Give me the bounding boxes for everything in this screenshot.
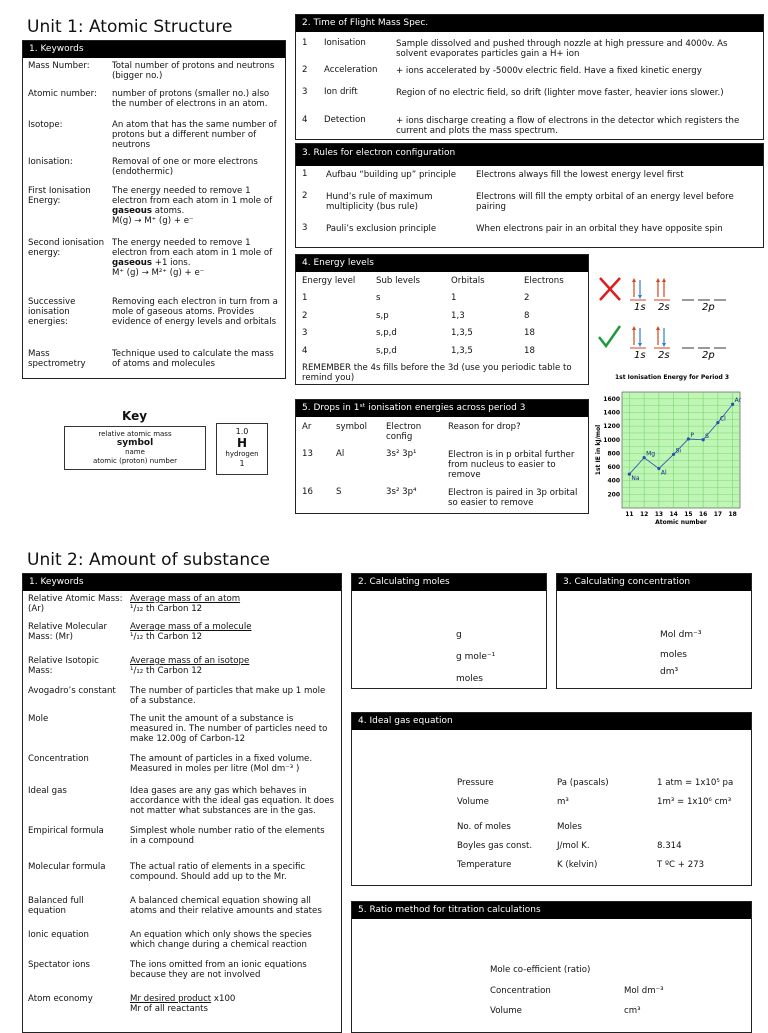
keyword-definition-text: Technique used to calculate the mass of atoms and molecules (112, 349, 274, 369)
keyword-definition (130, 994, 335, 1014)
concentration-header: 3. Calculating concentration (557, 574, 751, 591)
keyword-term: Ionisation: (28, 157, 73, 167)
ideal-gas-header: 4. Ideal gas equation (352, 713, 751, 730)
chart-point-label: Ar (734, 397, 742, 405)
moles-header: 2. Calculating moles (352, 574, 546, 591)
drops-col-header: Ar (302, 422, 312, 432)
tof-stage-number: 3 (302, 87, 308, 97)
chart-x-tick: 17 (713, 511, 723, 518)
conc-unit-moles: moles (660, 650, 687, 660)
ionisation-energy-chart (592, 370, 742, 526)
rule-number: 2 (302, 191, 308, 201)
chart-x-tick: 16 (698, 511, 708, 518)
keyword-definition (130, 754, 335, 774)
key-line-number: atomic (proton) number (92, 457, 178, 465)
moles-panel (351, 573, 547, 689)
keyword-definition-text: Removing each electron in turn from a mole of gaseous atoms. Provides evidence of energy levels and orbitals (112, 297, 278, 327)
tof-stage-name: Ionisation (324, 38, 366, 48)
tof-stage-number: 1 (302, 38, 308, 48)
energy-col-header: Energy level (302, 276, 356, 286)
rules-panel (295, 143, 764, 248)
energy-note: REMEMBER the 4s fills before the 3d (use you periodic table to remind you) (302, 363, 572, 383)
moles-unit-moles: moles (456, 674, 483, 684)
keyword-equation: M⁺ (g) → M²⁺ (g) + e⁻ (112, 268, 205, 278)
gas-cell: No. of moles (457, 822, 511, 832)
gas-cell: 1m³ = 1x10⁶ cm³ (657, 797, 732, 807)
tof-stage-number: 4 (302, 115, 308, 125)
key-title: Key (122, 409, 148, 423)
gas-cell: 8.314 (657, 841, 682, 851)
drops-reason: Electron is paired in 3p orbital so easier to remove (448, 488, 578, 508)
keyword-definition-text: The unit the amount of a substance is measured in. The number of particles need to make 12.00g of Carbon-12 (130, 714, 328, 744)
keyword-definition-bold: gaseous (112, 206, 153, 216)
chart-y-tick: 1600 (603, 395, 620, 403)
keyword-definition-text: The energy needed to remove 1 electron from each atom in 1 mole of (112, 238, 273, 258)
ratio-cell: Volume (490, 1006, 522, 1016)
keyword-definition-fraction: ¹/₁₂ th Carbon 12 (130, 604, 203, 614)
keyword-definition-text: Removal of one or more electrons (endothermic) (112, 157, 258, 177)
conc-unit-dm3: dm³ (660, 667, 679, 677)
rule-desc: Electrons always fill the lowest energy level first (476, 170, 684, 180)
gas-cell: K (kelvin) (557, 860, 598, 870)
drops-col-header: symbol (336, 422, 368, 432)
gas-cell: 1 atm = 1x10⁵ pa (657, 778, 734, 788)
energy-col-header: Electrons (524, 276, 564, 286)
gas-cell: Moles (557, 822, 582, 832)
gas-cell: J/mol K. (557, 841, 590, 851)
keyword-definition-underlined: Average mass of an isotope (130, 656, 250, 666)
keyword-term: Second ionisation energy: (28, 238, 105, 258)
keyword-definition-line (130, 622, 335, 632)
keyword-definition-text: Total number of protons and neutrons (bigger no.) (112, 61, 275, 81)
chart-x-tick: 12 (639, 511, 649, 518)
keyword-definition (130, 786, 335, 816)
keyword-definition-text-b: atoms. (154, 206, 185, 216)
tick-icon (599, 326, 620, 346)
tof-stage-desc: + ions accelerated by -5000v electric field. Have a fixed kinetic energy (396, 66, 702, 76)
keyword-definition-text: An atom that has the same number of protons but a different number of neutrons (112, 120, 277, 150)
keyword-definition (130, 714, 335, 744)
rule-number: 3 (302, 223, 308, 233)
ratio-cell: Mole co-efficient (ratio) (490, 965, 591, 975)
key-mass: 1.0 (235, 427, 249, 436)
chart-point-label: P (690, 431, 694, 439)
chart-point-label: Cl (719, 415, 726, 423)
keyword-definition (130, 622, 335, 642)
chart-point-label: Al (660, 469, 667, 477)
rule-name: Aufbau “building up” principle (326, 170, 457, 180)
keyword-definition (130, 826, 335, 846)
keyword-definition-text: The number of particles that make up 1 mole of a substance. (130, 686, 326, 706)
tof-stage-name: Ion drift (324, 87, 358, 97)
rule-desc: Electrons will fill the empty orbital of an energy level before pairing (476, 192, 734, 212)
key-legend (64, 426, 206, 470)
keyword-definition-text: The actual ratio of elements in a specific compound. Should add up to the Mr. (130, 862, 306, 882)
energy-cell: s,p,d (376, 328, 397, 338)
keyword-definition (130, 896, 335, 916)
energy-cell: 1 (451, 293, 457, 303)
keyword-definition-text: The amount of particles in a fixed volume. Measured in moles per litre (Mol dm⁻³ ) (130, 754, 313, 774)
keyword-definition-text: The energy needed to remove 1 electron from each atom in 1 mole of (112, 186, 273, 206)
chart-y-tick: 1000 (603, 436, 620, 444)
key-symbol: H (236, 436, 248, 450)
drops-col-header: Electron config (386, 422, 422, 442)
chart-x-tick: 13 (654, 511, 664, 518)
wrong-config-arrows (630, 278, 726, 300)
keyword-term: Relative Molecular Mass: (Mr) (28, 622, 108, 642)
orbital-label-1s-a: 1s (634, 302, 646, 313)
keyword-definition (112, 349, 282, 369)
unit1-title: Unit 1: Atomic Structure (27, 17, 233, 37)
rule-desc: When electrons pair in an orbital they have opposite spin (476, 224, 723, 234)
orbital-label-2s-a: 2s (658, 302, 670, 313)
tof-stage-desc: Sample dissolved and pushed through nozzle at high pressure and 4000v. As solvent evaporates particles gain a H+ ion (396, 39, 728, 59)
keyword-term: First Ionisation Energy: (28, 186, 91, 206)
keyword-definition-underlined: Average mass of an atom (130, 594, 241, 604)
keyword-term: Mole (28, 714, 49, 724)
keyword-term: Ideal gas (28, 786, 67, 796)
unit1-keywords-header: 1. Keywords (23, 41, 285, 58)
right-config-arrows (630, 326, 726, 348)
ratio-header: 5. Ratio method for titration calculations (352, 902, 751, 919)
chart-point-label: Na (631, 475, 640, 483)
keyword-definition-text-b: +1 ions. (154, 258, 191, 268)
keyword-definition (130, 656, 335, 676)
keyword-term: Empirical formula (28, 826, 104, 836)
gas-cell: Boyles gas const. (457, 841, 533, 851)
key-line-symbol: symbol (116, 438, 154, 448)
keyword-term: Mass spectrometry (28, 349, 86, 369)
rule-number: 1 (302, 169, 308, 179)
drops-col-header: Reason for drop? (448, 422, 521, 432)
keyword-definition (112, 89, 282, 109)
gas-cell: Temperature (457, 860, 512, 870)
keyword-term: Successive ionisation energies: (28, 297, 76, 327)
chart-point-label: Si (675, 447, 682, 455)
keyword-definition (130, 862, 335, 882)
keyword-definition (112, 297, 282, 327)
keyword-definition-text: number of protons (smaller no.) also the number of electrons in an atom. (112, 89, 270, 109)
key-name: hydrogen (225, 450, 259, 458)
concentration-panel (556, 573, 752, 689)
keyword-term: Isotope: (28, 120, 63, 130)
rules-header: 3. Rules for electron configuration (296, 144, 763, 166)
keyword-definition (130, 686, 335, 706)
keyword-definition (130, 960, 335, 980)
energy-cell: s,p,d (376, 346, 397, 356)
energy-cell: 18 (524, 328, 535, 338)
keyword-term: Molecular formula (28, 862, 106, 872)
chart-y-label: 1st IE in kJ/mol (595, 424, 602, 476)
key-number: 1 (239, 459, 245, 468)
drops-symbol: S (336, 487, 342, 497)
energy-cell: s,p (376, 311, 389, 321)
energy-cell: 2 (524, 293, 530, 303)
orbital-label-2p-b: 2p (702, 350, 715, 361)
gas-cell: T ºC + 273 (657, 860, 705, 870)
keyword-definition-line (130, 594, 335, 604)
keyword-definition-text: An equation which only shows the species which change during a chemical reaction (130, 930, 312, 950)
gas-cell: Pressure (457, 778, 494, 788)
energy-cell: 1,3,5 (451, 328, 473, 338)
conc-unit-moldm: Mol dm⁻³ (660, 630, 702, 640)
orbital-label-2s-b: 2s (658, 350, 670, 361)
chart-x-label: Atomic number (655, 519, 707, 526)
ratio-cell: cm³ (624, 1006, 641, 1016)
drops-header: 5. Drops in 1ˢᵗ ionisation energies across period 3 (296, 400, 588, 417)
keyword-definition-underlined: Mr desired product (130, 994, 212, 1004)
cross-icon (600, 278, 620, 300)
moles-unit-g: g (456, 630, 462, 640)
key-line-mass: relative atomic mass (98, 430, 172, 438)
chart-x-tick: 15 (684, 511, 693, 518)
tof-stage-name: Detection (324, 115, 366, 125)
keyword-definition (130, 930, 335, 950)
chart-y-tick: 400 (607, 477, 620, 485)
keyword-definition (112, 157, 282, 177)
tof-stage-desc: Region of no electric field, so drift (lighter move faster, heavier ions slower.) (396, 88, 724, 98)
energy-cell: 1,3,5 (451, 346, 473, 356)
chart-x-tick: 14 (669, 511, 678, 518)
keyword-definition-text: Simplest whole number ratio of the elements in a compound (130, 826, 325, 846)
key-hydrogen-tile (216, 423, 268, 475)
energy-cell: 18 (524, 346, 535, 356)
energy-col-header: Sub levels (376, 276, 421, 286)
orbital-label-1s-b: 1s (634, 350, 646, 361)
keyword-definition-fraction: ¹/₁₂ th Carbon 12 (130, 632, 203, 642)
energy-levels-header: 4. Energy levels (296, 255, 588, 272)
chart-point-label: S (705, 432, 709, 440)
keyword-definition (112, 120, 282, 150)
energy-cell: 1,3 (451, 311, 465, 321)
tof-stage-name: Acceleration (324, 65, 378, 75)
orbital-label-2p-a: 2p (702, 302, 715, 313)
keyword-definition-bold: gaseous (112, 258, 153, 268)
tof-stage-desc: + ions discharge creating a flow of electrons in the detector which registers the current and plots the mass spectrum. (396, 116, 740, 136)
tof-stage-number: 2 (302, 65, 308, 75)
drops-symbol: Al (336, 449, 345, 459)
unit2-keywords-panel (22, 573, 342, 1033)
unit2-title: Unit 2: Amount of substance (27, 550, 270, 570)
unit1-keywords-panel (22, 40, 286, 379)
keyword-definition-underlined: Average mass of a molecule (130, 622, 252, 632)
chart-point-label: Mg (646, 450, 656, 458)
moles-unit-gmol: g mole⁻¹ (456, 652, 496, 662)
chart-x-tick: 18 (728, 511, 737, 518)
energy-cell: 1 (302, 293, 308, 303)
ideal-gas-panel (351, 712, 752, 886)
keyword-term: Avogadro’s constant (28, 686, 116, 696)
keyword-definition (112, 186, 282, 226)
gas-cell: Pa (pascals) (557, 778, 609, 788)
drops-ar: 16 (302, 487, 313, 497)
chart-y-tick: 200 (607, 491, 620, 499)
keyword-definition-multiplier: x100 (211, 994, 236, 1004)
keyword-term: Concentration (28, 754, 89, 764)
keyword-definition-line (130, 656, 335, 666)
ratio-cell: Mol dm⁻³ (624, 986, 664, 996)
energy-col-header: Orbitals (451, 276, 485, 286)
energy-cell: s (376, 293, 381, 303)
keyword-term: Atom economy (28, 994, 93, 1004)
drops-panel (295, 399, 589, 514)
ratio-cell: Concentration (490, 986, 551, 996)
rule-name: Hund’s rule of maximum multiplicity (bus rule) (326, 192, 433, 212)
tof-panel (295, 14, 764, 140)
orbital-diagrams (592, 270, 742, 360)
keyword-term: Relative Isotopic Mass: (28, 656, 99, 676)
keyword-equation: M(g) → M⁺ (g) + e⁻ (112, 216, 194, 226)
chart-y-tick: 600 (607, 464, 620, 472)
drops-ar: 13 (302, 449, 313, 459)
chart-title: 1st Ionisation Energy for Period 3 (614, 374, 730, 381)
drops-reason: Electron is in p orbital further from nucleus to easier to remove (448, 450, 575, 480)
keyword-definition-text: Idea gases are any gas which behaves in accordance with the ideal gas equation. It does not matter what substances are in the gas. (130, 786, 335, 816)
keyword-definition-text: A balanced chemical equation showing all atoms and their relative amounts and states (130, 896, 322, 916)
gas-cell: m³ (557, 797, 569, 807)
unit2-keywords-header: 1. Keywords (23, 574, 341, 591)
keyword-term: Atomic number: (28, 89, 97, 99)
keyword-term: Ionic equation (28, 930, 89, 940)
keyword-definition-fraction: ¹/₁₂ th Carbon 12 (130, 666, 203, 676)
chart-y-tick: 1200 (603, 423, 620, 431)
keyword-definition-fraction: Mr of all reactants (130, 1004, 209, 1014)
energy-levels-panel (295, 254, 589, 385)
keyword-definition-line (130, 994, 335, 1004)
keyword-term: Mass Number: (28, 61, 90, 71)
keyword-definition (130, 594, 335, 614)
chart-y-tick: 800 (607, 450, 620, 458)
keyword-definition (112, 61, 282, 81)
drops-config: 3s² 3p¹ (386, 449, 417, 459)
ratio-panel (351, 901, 752, 1033)
keyword-definition-text: The ions omitted from an ionic equations because they are not involved (130, 960, 307, 980)
drops-config: 3s² 3p⁴ (386, 487, 417, 497)
chart-y-tick: 1400 (603, 409, 620, 417)
rule-name: Pauli’s exclusion principle (326, 224, 437, 234)
keyword-definition (112, 238, 282, 278)
keyword-term: Balanced full equation (28, 896, 84, 916)
gas-cell: Volume (457, 797, 489, 807)
energy-cell: 2 (302, 311, 308, 321)
energy-cell: 8 (524, 311, 530, 321)
chart-x-tick: 11 (625, 511, 634, 518)
keyword-term: Relative Atomic Mass: (Ar) (28, 594, 123, 614)
keyword-term: Spectator ions (28, 960, 91, 970)
energy-cell: 3 (302, 328, 308, 338)
key-line-name: name (125, 448, 145, 456)
tof-header: 2. Time of Flight Mass Spec. (296, 15, 763, 32)
energy-cell: 4 (302, 346, 308, 356)
